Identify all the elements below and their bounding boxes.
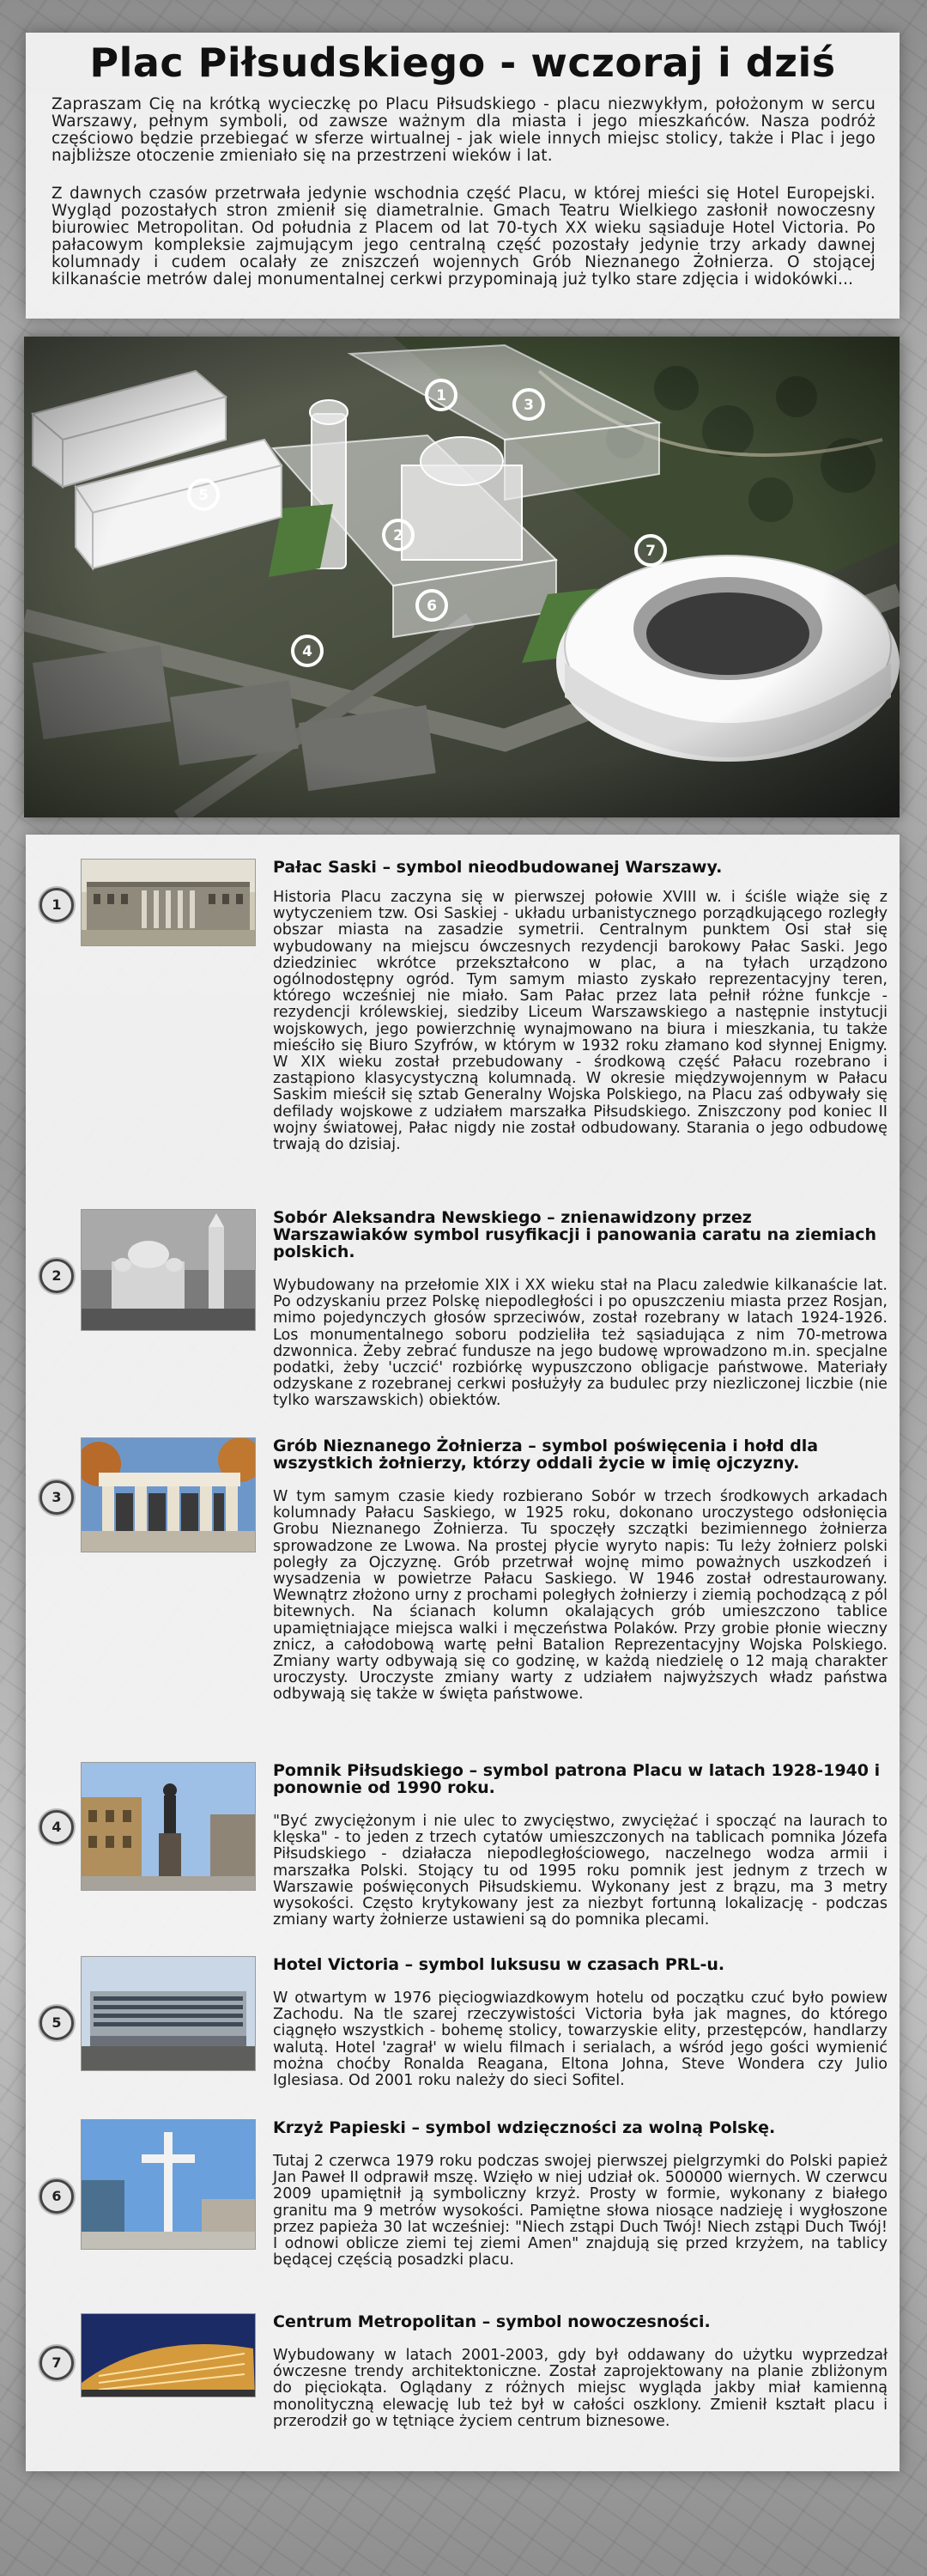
saxon-palace-photo [81, 859, 256, 946]
item-number-badge: 2 [39, 1259, 74, 1293]
map-marker-5[interactable] [189, 480, 218, 509]
item-description: Wybudowany w latach 2001-2003, gdy był oddawany do użytku wyprzedzał ówczesne trendy architektoniczne. Został zaprojektowany na planie zbliżonym do pięciokąta. Oglądany z różnych miejsc wygląda jakby miał kamienną monolityczną elewację lub też był w całości oszklony. Zmienił kształt placu i przerodził go w tętniące życiem centrum biznesowe. [273, 2347, 888, 2430]
map-marker-3[interactable] [514, 390, 543, 419]
item-number-badge: 6 [39, 2179, 74, 2214]
svg-text:5: 5 [198, 487, 209, 504]
item-description: Wybudowany na przełomie XIX i XX wieku stał na Placu zaledwie kilkanaście lat. Po odzyskaniu przez Polskę niepodległości i po opuszczeniu miasta przez Rosjan, mimo pojedynczych głosów sprzeciwów, został rozebrany w latach 1924-1926. Los monumentalnego soboru podzieliła też sąsiadująca z nim 70-metrowa dzwonnica. Żeby zebrać fundusze na jego budowę wprowadzono m.in. specjalne podatki, żeby 'uczcić' rozbiórkę wypuszczono obligacje państwowe. Materiały odzyskane z rozebranej cerkwi posłużyły za budulec przy niezliczonej liczbie (nie tylko warszawskich) obiektów. [273, 1277, 888, 1410]
svg-text:7: 7 [645, 543, 656, 560]
map-marker-7[interactable] [636, 536, 665, 565]
map-marker-4[interactable] [293, 636, 322, 665]
item-description: W otwartym w 1976 pięciogwiazdkowym hotelu od początku czuć było powiew Zachodu. Na tle szarej rzeczywistości Victoria była jak magnes, do którego ciągnęło wszystkich - bohemę stolicy, towarzyskie elity, przestępców, handlarzy walutą. Hotel 'zagrał' w wielu filmach i serialach, a wśród jego gości wymienić można choćby Ronalda Reagana, Eltona Johna, Steve Wondera czy Julio Iglesiasa. Od 2001 roku należy do sieci Sofitel. [273, 1990, 888, 2090]
map-markers [24, 337, 900, 817]
item-number-badge: 7 [39, 2346, 74, 2380]
tomb-of-unknown-soldier-photo [81, 1437, 256, 1552]
svg-text:4: 4 [302, 643, 312, 660]
item-description: Tutaj 2 czerwca 1979 roku podczas swojej pierwszej pielgrzymki do Polski papież Jan Paweł II odprawił mszę. Wzięło w niej udział ok. 500000 wiernych. W czerwcu 2009 upamiętnił ją symboliczny krzyż. Prosty w formie, wykonany z białego granitu ma 9 metrów wysokości. Pamiętne słowa niosące nadzieję i wygłoszone przez papieża 30 lat wcześniej: "Niech zstąpi Duch Twój! Niech zstąpi Duch Twój! I odnowi oblicze ziemi tej ziemi Amen" znajdują się przed krzyżem, na tablicy będącej częścią posadzki placu. [273, 2153, 888, 2269]
item-description: Historia Placu zaczyna się w pierwszej połowie XVIII w. i ściśle wiąże się z wytyczeniem tzw. Osi Saskiej - układu urbanistycznego porządkującego rozległy obszar miasta na zasadzie symetrii. Centralnym punktem Osi stał się wybudowany na miejscu ówczesnych rezydencji barokowy Pałac Saski. Jego dziedziniec wkrótce przekształcono w plac, a na tyłach urządzono ogólnodostępny ogród. Tym samym miasto zyskało reprezentacyjny teren, którego wcześniej nie miało. Sam Pałac przez lata pełnił różne funkcje - rezydencji królewskiej, siedziby Liceum Warszawskiego a następnie instytucji wojskowych, jego powierzchnię wynajmowano na biura i mieszkania, tu także mieściło się Biuro Szyfrów, w którym w 1932 roku złamano kod słynnej Enigmy. W XIX wieku został przebudowany - środkową część Pałacu rozebrano i zastąpiono klasycystyczną kolumnadą. W okresie międzywojennym w Pałacu Saskim mieścił się sztab Generalny Wojska Polskiego, na Placu zaś odbywały się defilady wojskowe z udziałem marszałka Piłsudskiego. Zniszczony pod koniec II wojny światowej, Pałac nigdy nie został odbudowany. Starania o jego odbudowę trwają do dzisiaj. [273, 889, 888, 1154]
item-title: Hotel Victoria – symbol luksusu w czasach PRL-u. [273, 1955, 725, 1974]
item-title: Pałac Saski – symbol nieodbudowanej Warszawy. [273, 858, 723, 877]
item-title: Sobór Aleksandra Newskiego – znienawidzony przez Warszawiaków symbol rusyfikacji i panowania caratu na ziemiach polskich. [273, 1208, 877, 1261]
points-of-interest-list [26, 835, 900, 2471]
item-title: Pomnik Piłsudskiego – symbol patrona Placu w latach 1928-1940 i ponownie od 1990 roku. [273, 1761, 881, 1797]
svg-text:3: 3 [524, 397, 534, 414]
item-number-badge: 4 [39, 1810, 74, 1844]
hotel-victoria-photo [81, 1956, 256, 2071]
intro-panel [26, 33, 900, 319]
svg-text:2: 2 [393, 527, 403, 544]
svg-text:6: 6 [427, 598, 437, 615]
item-number-badge: 1 [39, 888, 74, 922]
alexander-nevsky-cathedral-photo [81, 1209, 256, 1331]
intro-paragraph-2: Z dawnych czasów przetrwała jedynie wschodnia część Placu, w której mieści się Hotel Europejski. Wygląd pozostałych stron zmienił się diametralnie. Gmach Teatru Wielkiego zasłonił nowoczesny biurowiec Metropolitan. Od południa z Placem od lat 70-tych XX wieku sąsiaduje Hotel Victoria. Po pałacowym kompleksie zajmującym jego centralną część pozostały jedynie trzy arkady dawnej kolumnady i cudem ocalały ze zniszczeń wojennych Grób Nieznanego Żołnierza. O stojącej kilkanaście metrów dalej monumentalnej cerkwi przypominają już tylko stare zdjęcia i widokówki... [52, 185, 876, 289]
map-marker-6[interactable] [417, 591, 446, 620]
map-marker-2[interactable] [384, 520, 413, 550]
svg-text:1: 1 [436, 387, 446, 404]
square-3d-map [24, 337, 900, 817]
pilsudski-monument-photo [81, 1762, 256, 1891]
item-title: Grób Nieznanego Żołnierza – symbol poświęcenia i hołd dla wszystkich żołnierzy, którzy oddali życie w imię ojczyzny. [273, 1437, 819, 1473]
intro-paragraph-1: Zapraszam Cię na krótką wycieczkę po Placu Piłsudskiego - placu niezwykłym, położonym w sercu Warszawy, pełnym symboli, od zawsze ważnym dla miasta i jego mieszkańców. Nasza podróż częściowo będzie przebiegać w sferze wirtualnej - jak wiele innych miejsc stolicy, także i Plac i jego najbliższe otoczenie zmieniało się na przestrzeni wieków i lat. [52, 95, 876, 165]
item-number-badge: 5 [39, 2006, 74, 2040]
item-number-badge: 3 [39, 1480, 74, 1515]
item-description: "Być zwyciężonym i nie ulec to zwycięstwo, zwyciężać i spocząć na laurach to klęska" - to jeden z trzech cytatów umieszczonych na tablicach pomnika Józefa Piłsudskiego - działacza niepodległościowego, naczelnego wodza armii i marszałka Polski. Stojący tu od 1995 roku pomnik jest jednym z trzech w Warszawie poświęconych Piłsudskiemu. Wykonany jest z brązu, ma 3 metry wysokości. Często krytykowany jest za niezbyt fortunną lokalizację - podczas zmiany warty żołnierze ustawieni są do pomnika plecami. [273, 1813, 888, 1929]
item-title: Krzyż Papieski – symbol wdzięczności za wolną Polskę. [273, 2118, 776, 2137]
page-title: Plac Piłsudskiego - wczoraj i dziś [89, 39, 836, 86]
map-marker-1[interactable] [427, 380, 456, 410]
metropolitan-building-photo [81, 2313, 256, 2397]
papal-cross-photo [81, 2119, 256, 2250]
item-description: W tym samym czasie kiedy rozbierano Sobór w trzech środkowych arkadach kolumnady Pałacu Saskiego, w 1925 roku, dokonano uroczystego odsłonięcia Grobu Nieznanego Żołnierza. Tu spoczęły szczątki bezimiennego żołnierza sprowadzone ze Lwowa. Na prostej płycie wyryto napis: Tu leży żołnierz polski poległy za Ojczyznę. Grób przetrwał wojnę mimo poważnych uszkodzeń i wysadzenia w powietrze Pałacu Saskiego. W 1946 został odrestaurowany. Wewnątrz złożono urny z prochami poległych żołnierzy i ziemią pochodzącą z pól bitewnych. Na ścianach kolumn okalających grób umieszczono tablice upamiętniające miejsca walki i męczeństwa Polaków. Przy grobie płonie wieczny znicz, a całodobową wartę pełni Batalion Reprezentacyjny Wojska Polskiego. Zmiany warty odbywają się co godzinę, w każdą niedzielę o 12 mają charakter uroczysty. Uroczyste zmiany warty z udziałem najwyższych władz państwa odbywają się także w święta państwowe. [273, 1488, 888, 1704]
item-title: Centrum Metropolitan – symbol nowoczesności. [273, 2312, 711, 2331]
